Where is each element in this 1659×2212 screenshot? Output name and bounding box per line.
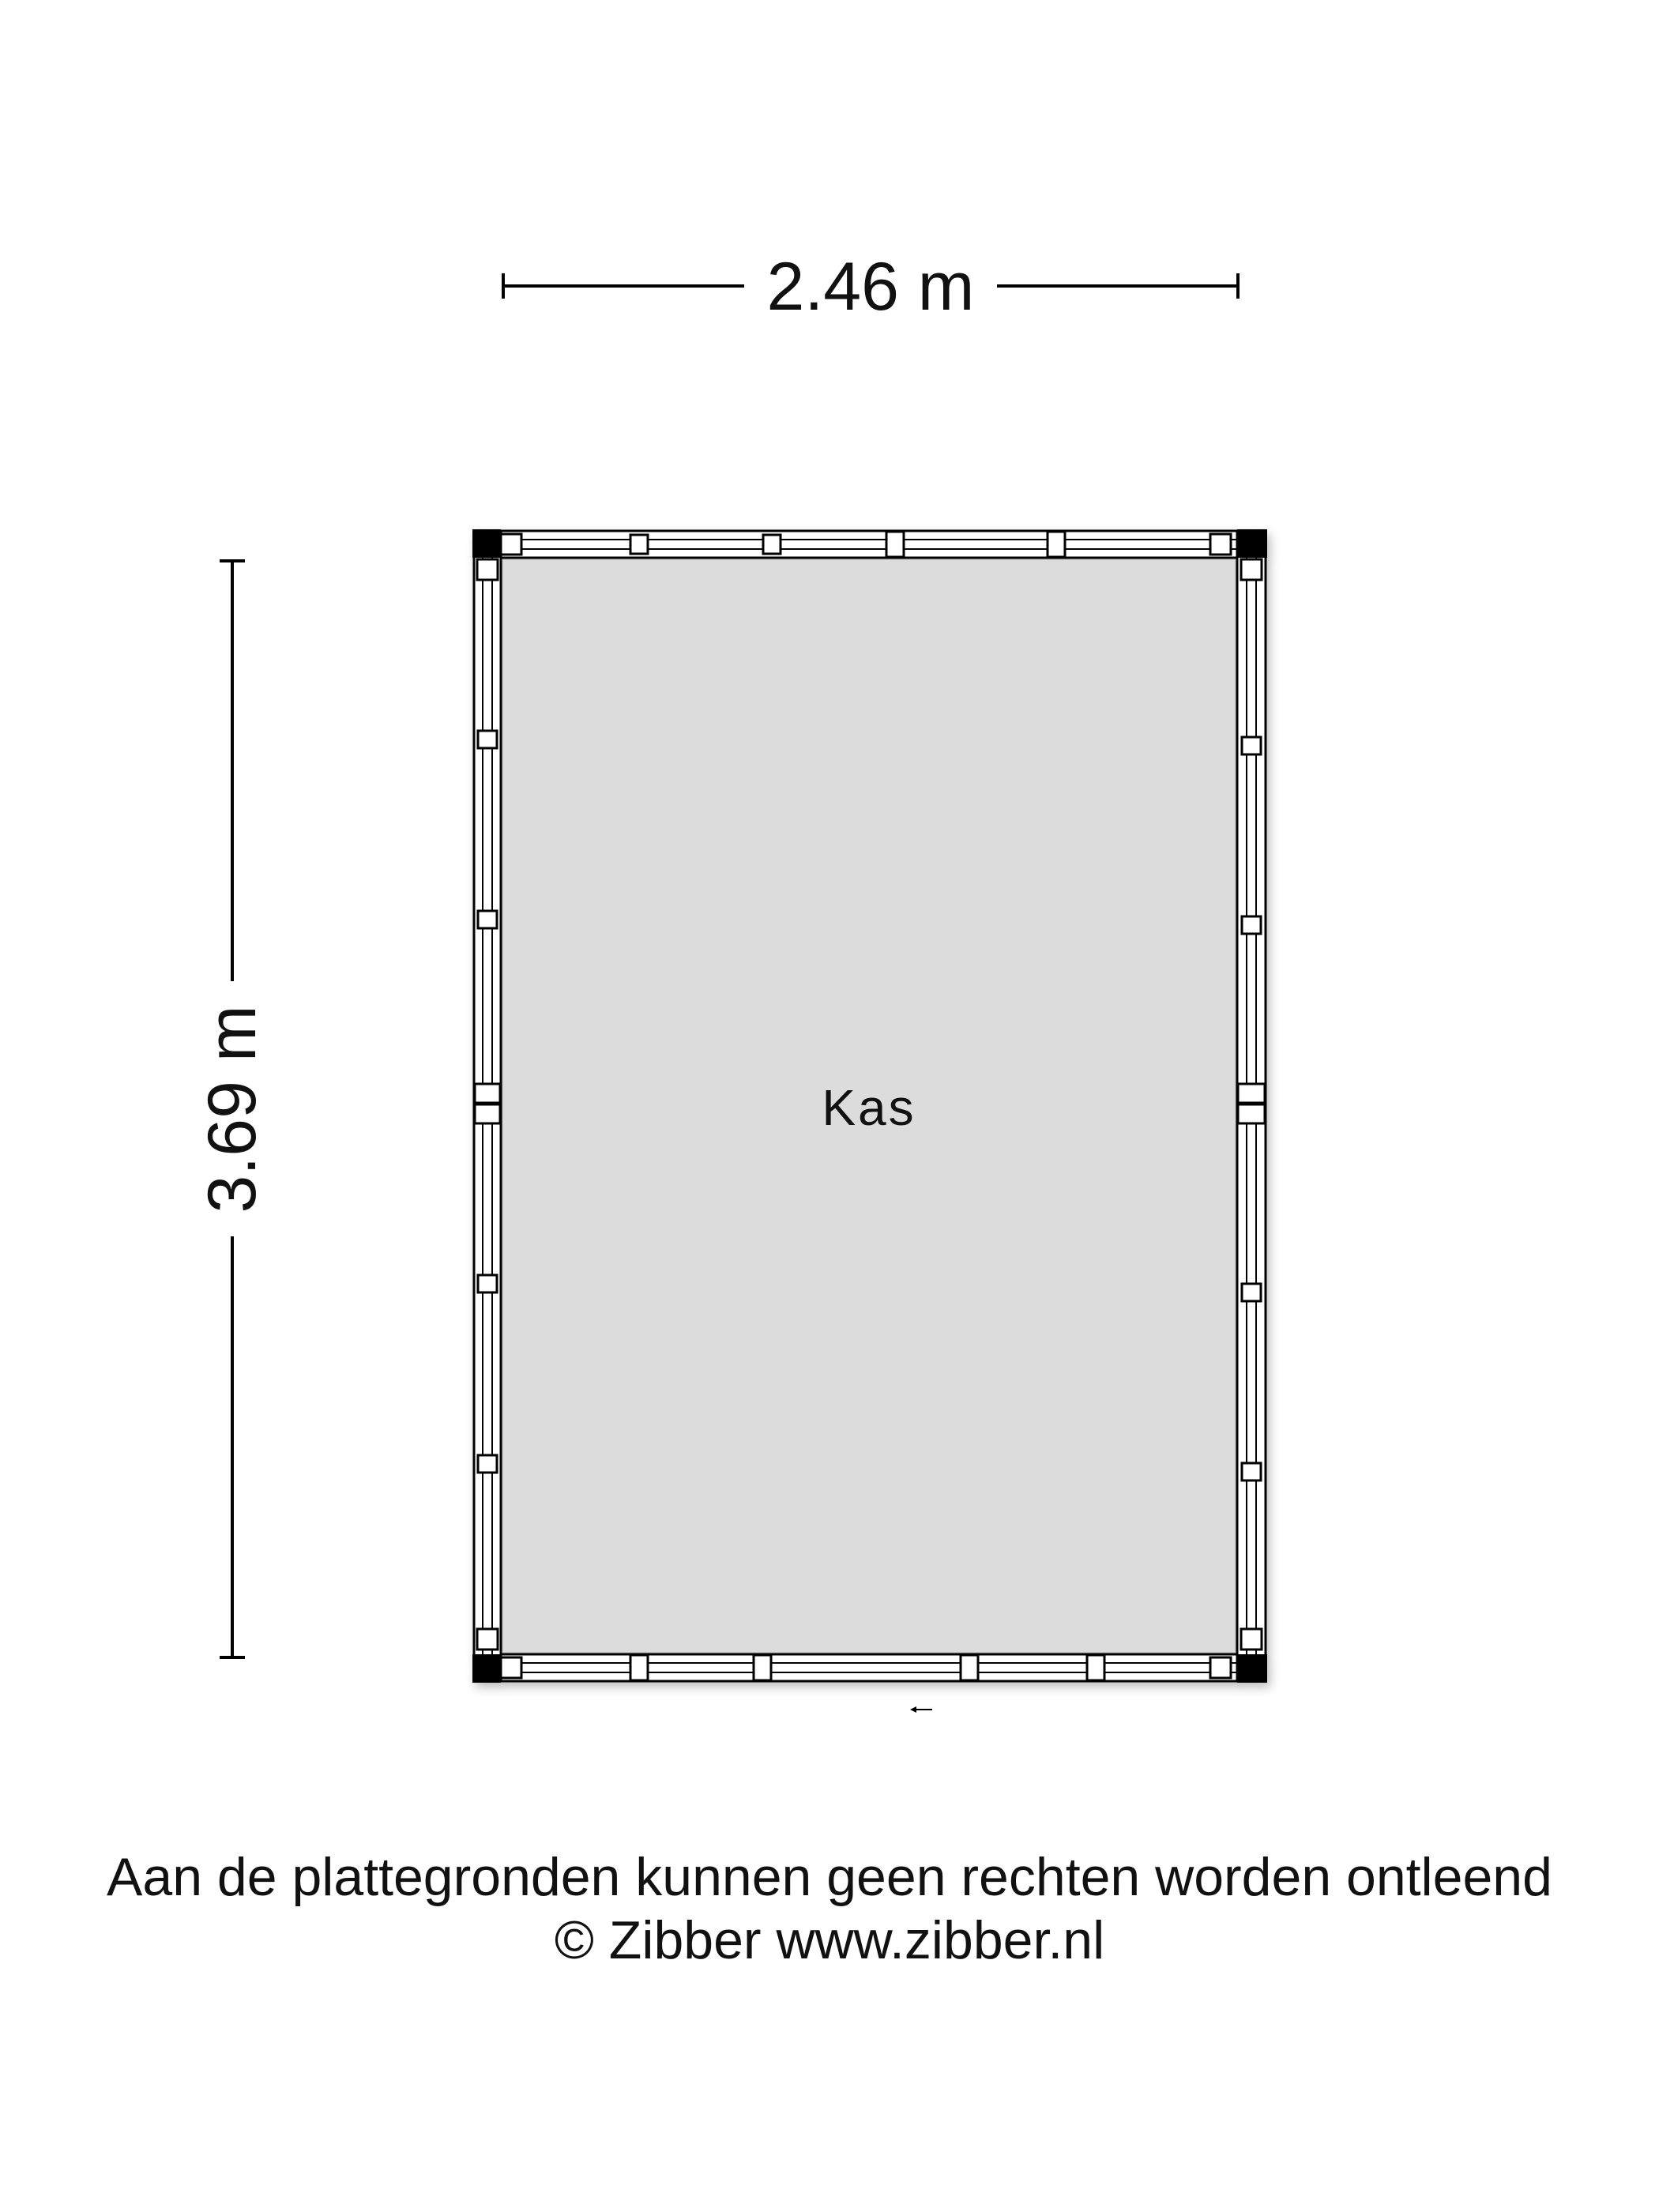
wall-bottom	[474, 1654, 1266, 1681]
width-label: 2.46 m	[766, 249, 975, 325]
width-dimension	[503, 249, 1238, 325]
corner-post-bottom-right	[1237, 1654, 1267, 1683]
footer-copyright: © Zibber www.zibber.nl	[554, 1910, 1105, 1970]
height-dimension	[194, 561, 270, 1657]
wall-top	[474, 531, 1266, 558]
corner-post-top-left	[472, 529, 501, 558]
entrance-arrow-icon	[910, 1706, 932, 1713]
height-label: 3.69 m	[194, 1005, 270, 1213]
footer-disclaimer: Aan de plattegronden kunnen geen rechten worden ontleend	[107, 1847, 1552, 1907]
corner-post-top-right	[1237, 529, 1267, 558]
room-label: Kas	[822, 1079, 916, 1136]
corner-post-bottom-left	[472, 1654, 501, 1683]
